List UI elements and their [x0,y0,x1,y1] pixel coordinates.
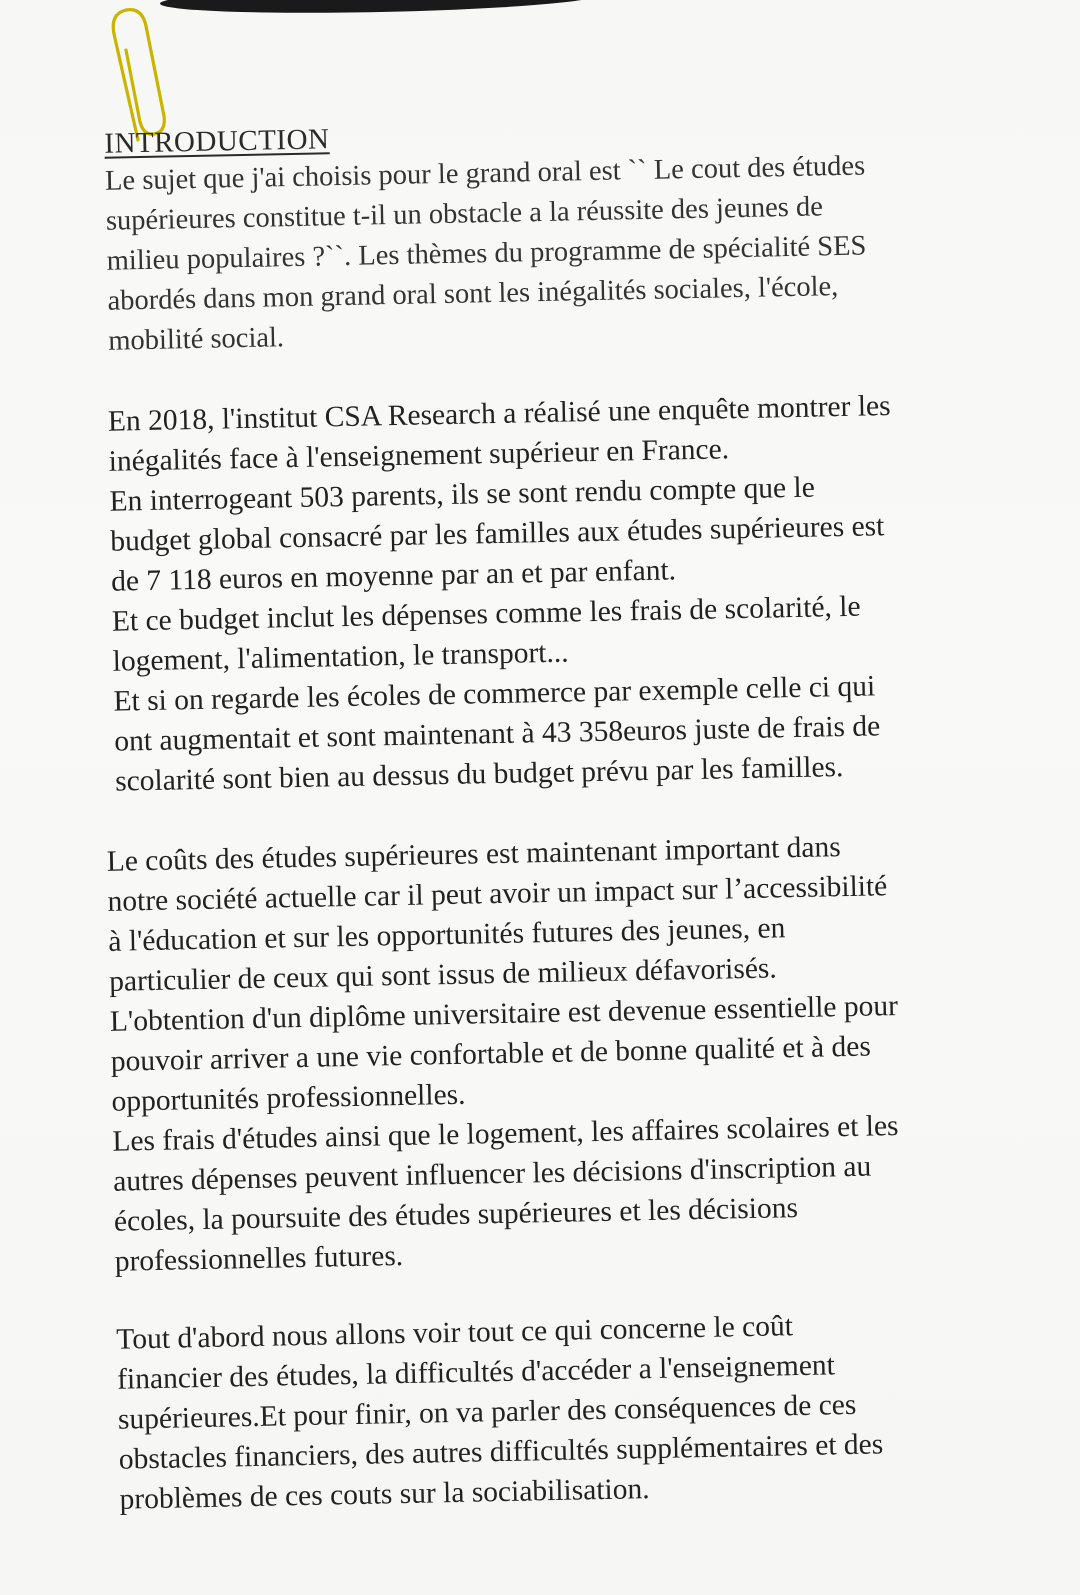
text-line: particulier de ceux qui sont issus de milieux défavorisés. [108,952,778,998]
text-line: Et si on regarde les écoles de commerce par exemple celle ci qui [113,670,876,718]
text-line: financier des études, la difficultés d'accéder a l'enseignement [116,1349,836,1396]
text-line: ont augmentait et sont maintenant à 43 358euros juste de frais de [114,710,881,758]
paragraph-plan [116,1302,1020,1520]
document-heading: INTRODUCTION [104,123,330,160]
text-line: professionnelles futures. [114,1239,404,1278]
text-line: obstacles financiers, des autres difficultés supplémentaires et des [118,1428,884,1476]
text-line: Tout d'abord nous allons voir tout ce qui concerne le coût [116,1310,794,1356]
text-line: mobilité social. [108,322,285,357]
text-line: pouvoir arriver a une vie confortable et de bonne qualité et à des [110,1030,872,1078]
scan-shadow [160,0,600,17]
paragraph-survey [98,384,1006,802]
text-line: notre société actuelle car il peut avoir un impact sur l’accessibilité [107,870,888,918]
text-line: supérieures.Et pour finir, on va parler des conséquences de ces [117,1388,857,1436]
text-line: L'obtention d'un diplôme universitaire est devenue essentielle pour [109,990,899,1038]
text-line: milieu populaires ?``. Les thèmes du programme de spécialité SES [106,230,867,277]
text-line: budget global consacré par les familles aux études supérieures est [110,510,885,558]
text-line: de 7 118 euros en moyenne par an et par enfant. [110,554,677,598]
text-line: Et ce budget inclut les dépenses comme les frais de scolarité, le [111,590,861,638]
text-line: scolarité sont bien au dessus du budget prévu par les familles. [114,751,844,798]
text-line: abordés dans mon grand oral sont les inégalités sociales, l'école, [107,271,839,317]
text-line: Le coûts des études supérieures est maintenant important dans [106,831,841,878]
paragraph-subject [93,144,997,362]
paragraph-importance [106,824,1015,1282]
text-line: inégalités face à l'enseignement supérieur en France. [108,433,730,478]
text-line: à l'éducation et sur les opportunités futures des jeunes, en [108,912,786,958]
text-line: autres dépenses peuvent influencer les décisions d'inscription au [112,1150,872,1198]
text-line: opportunités professionnelles. [111,1078,466,1118]
text-line: En interrogeant 503 parents, ils se sont rendu compte que le [109,471,816,518]
text-line: logement, l'alimentation, le transport... [112,636,569,678]
text-line: écoles, la poursuite des études supérieures et les décisions [113,1192,799,1238]
text-line: Le sujet que j'ai choisis pour le grand oral est `` Le cout des études [104,150,866,197]
document-body [92,108,1020,1520]
text-line: supérieures constitue t-il un obstacle a la réussite des jeunes de [105,191,824,237]
text-line: problèmes de ces couts sur la sociabilisation. [119,1473,650,1516]
text-line: Les frais d'études ainsi que le logement, les affaires scolaires et les [112,1110,899,1158]
text-line: En 2018, l'institut CSA Research a réalisé une enquête montrer les [107,390,891,438]
